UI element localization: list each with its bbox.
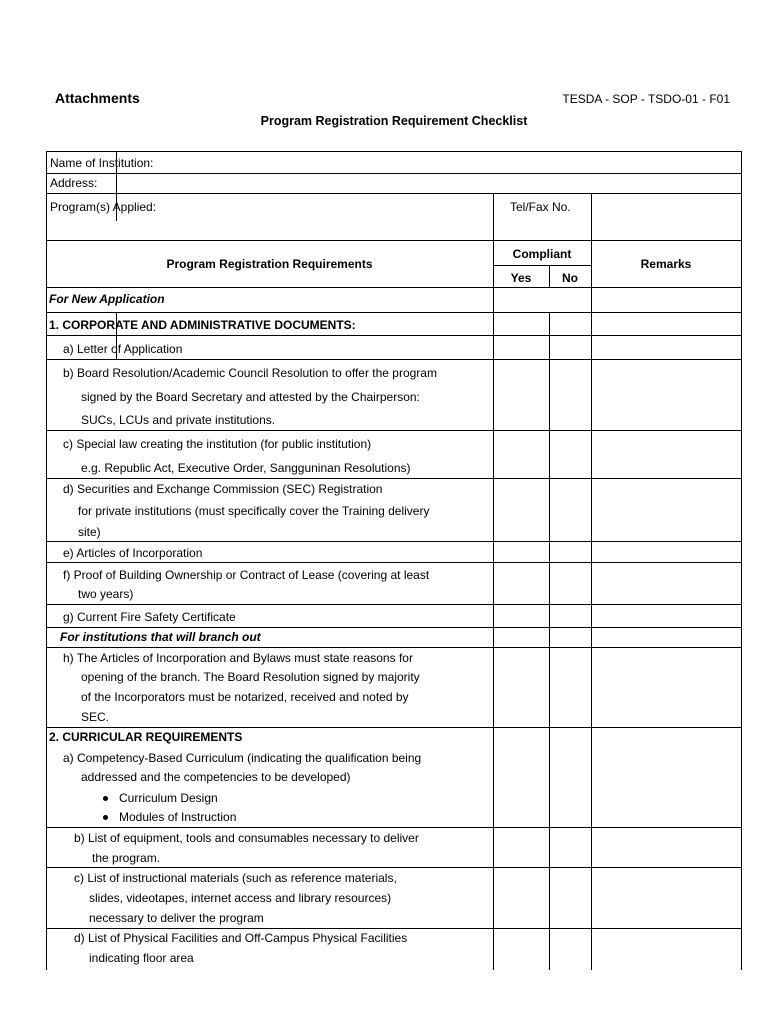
section-1-heading: 1. CORPORATE AND ADMINISTRATIVE DOCUMENTS: xyxy=(49,318,356,332)
curr-c-line-2: slides, videotapes, internet access and library resources) xyxy=(89,891,392,905)
bullet-icon xyxy=(103,815,108,820)
row-divider xyxy=(46,562,742,563)
item-h-line-2: opening of the branch. The Board Resolution signed by majority xyxy=(81,670,420,684)
item-d-line-2: for private institutions (must specifically cover the Training delivery xyxy=(78,504,430,518)
row-divider xyxy=(46,627,742,628)
item-h-line-4: SEC. xyxy=(81,710,110,724)
curr-a-bullet-1: Curriculum Design xyxy=(119,791,218,805)
yes-no-divider xyxy=(549,312,550,970)
curr-c-line-3: necessary to deliver the program xyxy=(89,911,264,925)
row-divider xyxy=(46,173,742,174)
item-a: a) Letter of Application xyxy=(63,342,183,356)
attachments-label: Attachments xyxy=(55,90,140,106)
item-e: e) Articles of Incorporation xyxy=(63,546,203,560)
item-b-line-2: signed by the Board Secretary and attested by the Chairperson: xyxy=(81,390,420,404)
item-d-line-1: d) Securities and Exchange Commission (SEC) Registration xyxy=(63,482,383,496)
item-c-line-2: e.g. Republic Act, Executive Order, Sangguninan Resolutions) xyxy=(81,461,411,475)
curr-b-line-2: the program. xyxy=(92,851,161,865)
row-divider xyxy=(46,541,742,542)
curr-a-line-1: a) Competency-Based Curriculum (indicating the qualification being xyxy=(63,751,422,765)
branch-heading: For institutions that will branch out xyxy=(60,630,261,644)
row-divider xyxy=(46,335,742,336)
table-border-left xyxy=(46,151,47,970)
row-divider xyxy=(46,928,742,929)
section-2-heading: 2. CURRICULAR REQUIREMENTS xyxy=(49,730,243,744)
item-g: g) Current Fire Safety Certificate xyxy=(63,610,236,624)
curr-b-line-1: b) List of equipment, tools and consumables necessary to deliver xyxy=(74,831,419,845)
row-divider xyxy=(46,827,742,828)
row-divider xyxy=(46,727,742,728)
curr-a-bullet-2: Modules of Instruction xyxy=(119,810,237,824)
curr-d-line-2: indicating floor area xyxy=(89,951,194,965)
compliant-header: Compliant xyxy=(512,247,572,261)
row-divider xyxy=(46,867,742,868)
item-h-line-1: h) The Articles of Incorporation and Bylaws must state reasons for xyxy=(63,651,413,665)
curr-c-line-1: c) List of instructional materials (such as reference materials, xyxy=(74,871,397,885)
document-title: Program Registration Requirement Checklist xyxy=(260,114,528,128)
item-c-line-1: c) Special law creating the institution (for public institution) xyxy=(63,437,372,451)
col-remarks-left xyxy=(591,193,592,970)
institution-label: Name of Institution: xyxy=(50,156,154,170)
row-divider xyxy=(46,312,742,313)
bullet-icon xyxy=(103,796,108,801)
compliant-divider xyxy=(493,265,591,266)
row-divider xyxy=(46,604,742,605)
requirements-header: Program Registration Requirements xyxy=(166,257,373,271)
no-header: No xyxy=(562,271,578,285)
table-border-right xyxy=(741,151,742,970)
item-h-line-3: of the Incorporators must be notarized, received and noted by xyxy=(81,690,409,704)
item-b-line-1: b) Board Resolution/Academic Council Resolution to offer the program xyxy=(63,366,437,380)
row-divider xyxy=(46,287,742,288)
yes-header: Yes xyxy=(510,271,532,285)
item-f-line-2: two years) xyxy=(78,587,134,601)
item-d-line-3: site) xyxy=(78,525,101,539)
form-code: TESDA - SOP - TSDO-01 - F01 xyxy=(562,92,730,106)
address-label: Address: xyxy=(50,176,98,190)
new-application-heading: For New Application xyxy=(49,292,165,306)
item-b-line-3: SUCs, LCUs and private institutions. xyxy=(81,413,276,427)
col-yes-left xyxy=(493,193,494,970)
row-divider xyxy=(46,647,742,648)
curr-a-line-2: addressed and the competencies to be developed) xyxy=(81,770,351,784)
table-border-top xyxy=(46,151,742,152)
remarks-header: Remarks xyxy=(640,257,692,271)
row-divider xyxy=(46,240,742,241)
row-divider xyxy=(46,430,742,431)
programs-label: Program(s) Applied: xyxy=(50,200,157,214)
telfax-label: Tel/Fax No. xyxy=(510,200,571,214)
row-divider xyxy=(46,359,742,360)
row-divider xyxy=(46,193,742,194)
curr-d-line-1: d) List of Physical Facilities and Off-Campus Physical Facilities xyxy=(74,931,408,945)
row-divider xyxy=(46,478,742,479)
item-f-line-1: f) Proof of Building Ownership or Contract of Lease (covering at least xyxy=(63,568,430,582)
